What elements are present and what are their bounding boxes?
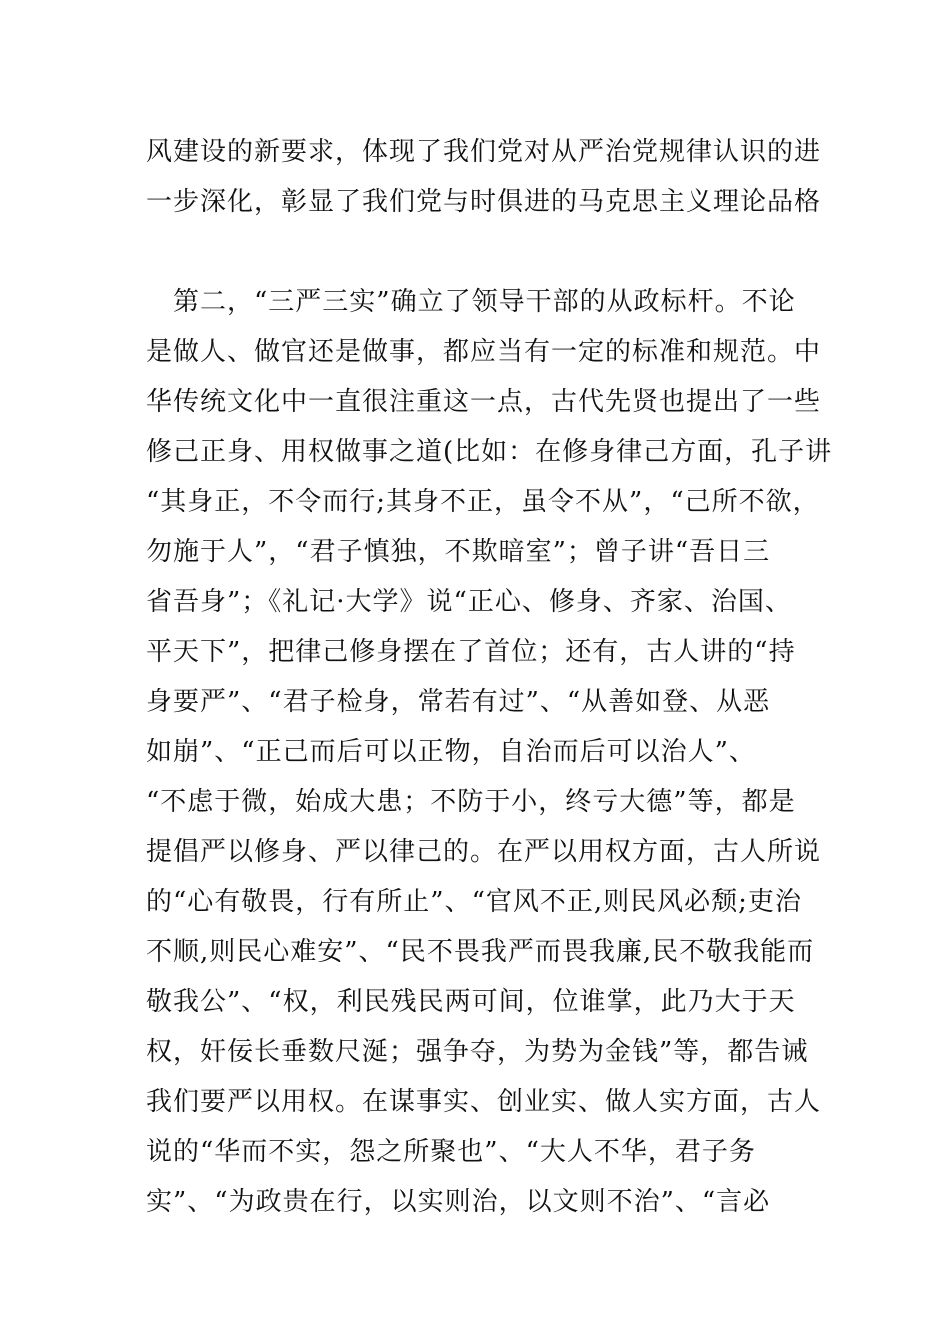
text-line: 提倡严以修身、严以律己的。在严以用权方面，古人所说 [146,837,822,867]
text-line: 我们要严以用权。在谋事实、创业实、做人实方面，古人 [146,1087,822,1117]
text-line: “不虑于微，始成大患；不防于小，终亏大德”等，都是 [146,787,796,817]
text-line: 勿施于人”，“君子慎独，不欺暗室”；曾子讲“吾日三 [146,537,771,567]
text-line: 修己正身、用权做事之道(比如：在修身律己方面，孔子讲 [146,437,833,467]
text-line: 实”、“为政贵在行，以实则治，以文则不治”、“言必 [146,1187,771,1217]
text-line: 敬我公”、“权，利民残民两可间，位谁掌，此乃大于天 [146,987,796,1017]
text-line: 不顺,则民心难安”、“民不畏我严而畏我廉,民不敬我能而 [146,937,815,967]
text-line: 的“心有敬畏，行有所止”、“官风不正,则民风必颓;吏治 [146,887,802,917]
text-line: 风建设的新要求，体现了我们党对从严治党规律认识的进 [146,137,822,167]
text-line: 权，奸佞长垂数尺涎；强争夺，为势为金钱”等，都告诫 [146,1037,809,1067]
text-line: 一步深化，彰显了我们党与时俱进的马克思主义理论品格 [146,187,822,217]
text-line: 是做人、做官还是做事，都应当有一定的标准和规范。中 [146,337,822,367]
text-line: 第二，“三严三实”确立了领导干部的从政标杆。不论 [146,287,796,317]
text-line: 省吾身”；《礼记·大学》说“正心、修身、齐家、治国、 [146,587,792,617]
text-line: 平天下”，把律己修身摆在了首位；还有，古人讲的“持 [146,637,796,667]
text-line: 华传统文化中一直很注重这一点，古代先贤也提出了一些 [146,387,822,417]
text-line: 如崩”、“正己而后可以正物，自治而后可以治人”、 [146,737,756,767]
text-line: 身要严”、“君子检身，常若有过”、“从善如登、从恶 [146,687,771,717]
text-line: 说的“华而不实，怨之所聚也”、“大人不华，君子务 [146,1137,756,1167]
text-line: “其身正，不令而行;其身不正，虽令不从”，“己所不欲， [146,487,820,517]
